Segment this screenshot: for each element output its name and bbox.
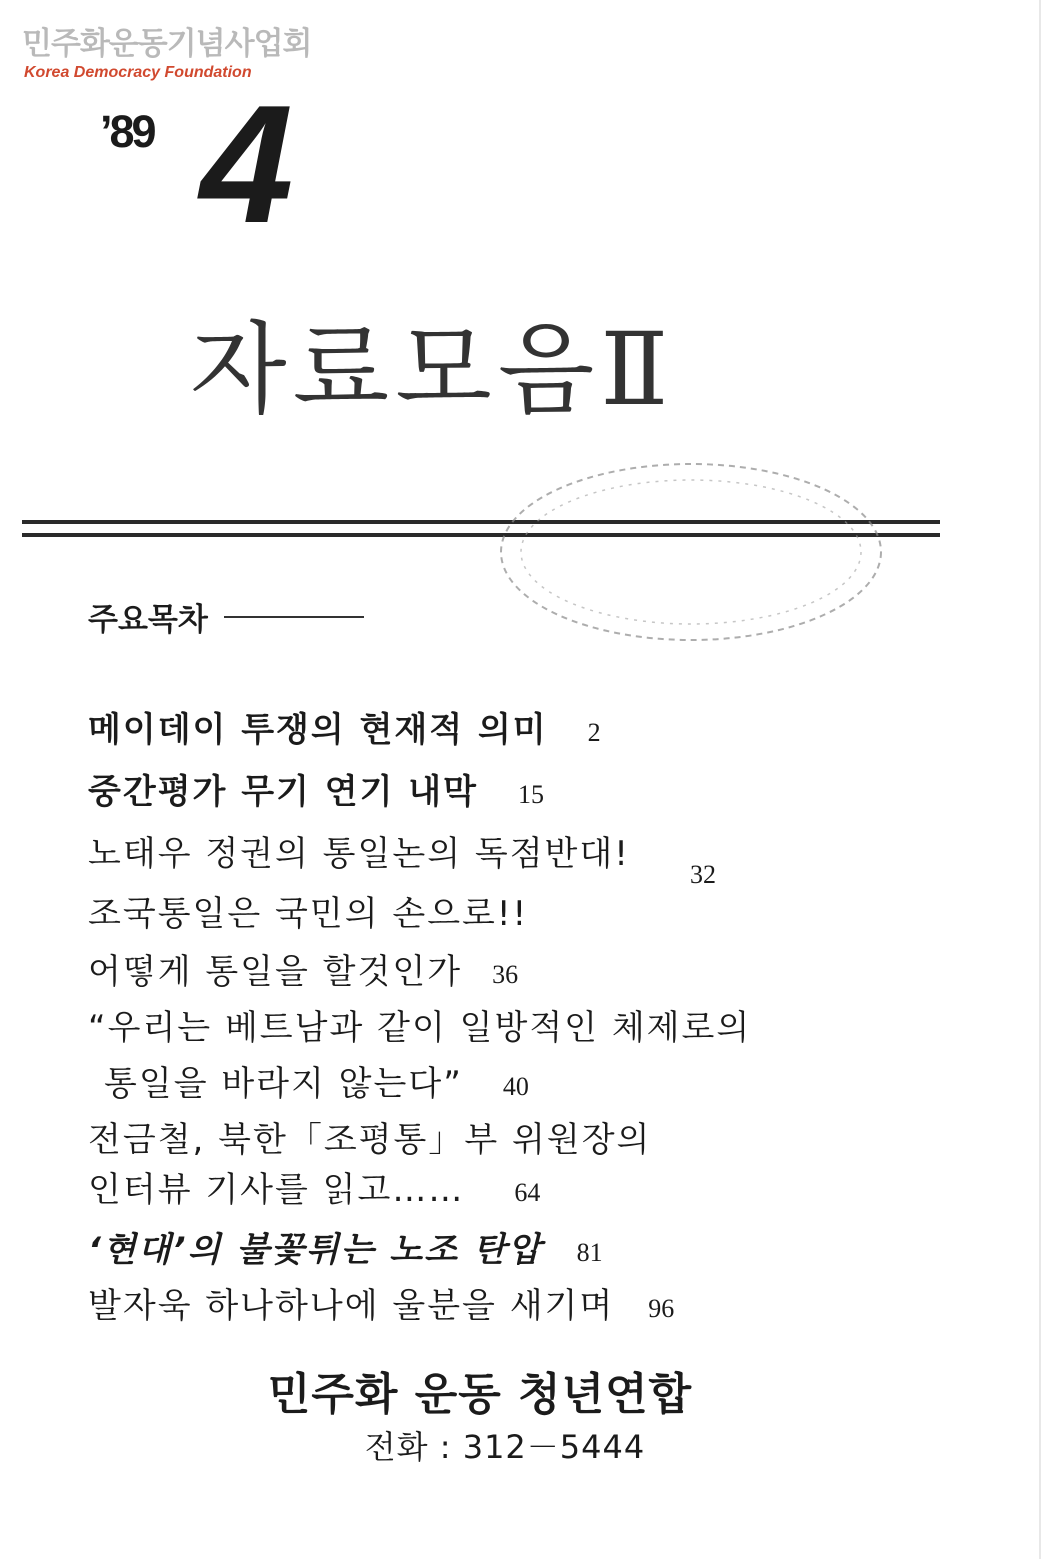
issue-year: ’89 [100, 106, 154, 157]
toc-item-title: 통일을 바라지 않는다” [104, 1064, 463, 1104]
toc-item [88, 1112, 651, 1161]
toc-heading-label: 주요목차 [88, 602, 208, 638]
toc-item-title: 조국통일은 국민의 손으로!! [88, 894, 529, 934]
toc-item-page: 96 [648, 1294, 675, 1323]
toc-item [88, 886, 528, 935]
toc-item [88, 764, 544, 813]
toc-heading [88, 594, 364, 639]
watermark-korean: 민주화운동기념사업회 [22, 26, 312, 62]
toc-item-title: 노태우 정권의 통일논의 독점반대! [88, 834, 630, 874]
toc-item-title: 메이데이 투쟁의 현재적 의미 [88, 710, 548, 750]
toc-item-page: 40 [502, 1072, 529, 1101]
toc-item-title: ‘현대’의 불꽃튀는 노조 탄압 [88, 1230, 543, 1270]
watermark-english: Korea Democracy Foundation [24, 64, 252, 81]
toc-item [104, 1056, 529, 1105]
toc-item [88, 1162, 540, 1211]
toc-item-title: 어떻게 통일을 할것인가 [88, 952, 463, 992]
issue-month: 4 [200, 70, 294, 258]
toc-item [88, 944, 518, 993]
toc-item-title: “우리는 베트남과 같이 일방적인 체제로의 [88, 1008, 752, 1048]
toc-item-page: 36 [492, 960, 519, 989]
publisher-name: 민주화 운동 청년연합 [267, 1369, 693, 1420]
toc-item [88, 826, 630, 875]
toc-item [88, 1278, 674, 1327]
toc-item [88, 1222, 603, 1271]
toc-heading-dash [224, 616, 364, 618]
toc-item-title: 발자욱 하나하나에 울분을 새기며 [88, 1286, 615, 1326]
library-stamp-icon [496, 452, 896, 652]
publisher-phone: 전화 : 312－5444 [364, 1428, 646, 1466]
toc-item-page: 2 [587, 718, 601, 747]
document-title: 자료모음Ⅱ [190, 311, 675, 428]
toc-item-page: 81 [576, 1238, 603, 1267]
toc-item-page: 15 [517, 780, 544, 809]
toc-item [88, 702, 601, 751]
page-edge-shadow [1039, 0, 1041, 1559]
toc-item-title: 전금철, 북한「조평통」부 위원장의 [88, 1120, 652, 1160]
toc-item-title: 중간평가 무기 연기 내막 [88, 772, 478, 812]
toc-item [88, 1000, 751, 1049]
toc-item-page: 64 [514, 1178, 541, 1207]
toc-item-page-shared: 32 [690, 860, 716, 889]
toc-item-title: 인터뷰 기사를 읽고…… [88, 1170, 465, 1210]
